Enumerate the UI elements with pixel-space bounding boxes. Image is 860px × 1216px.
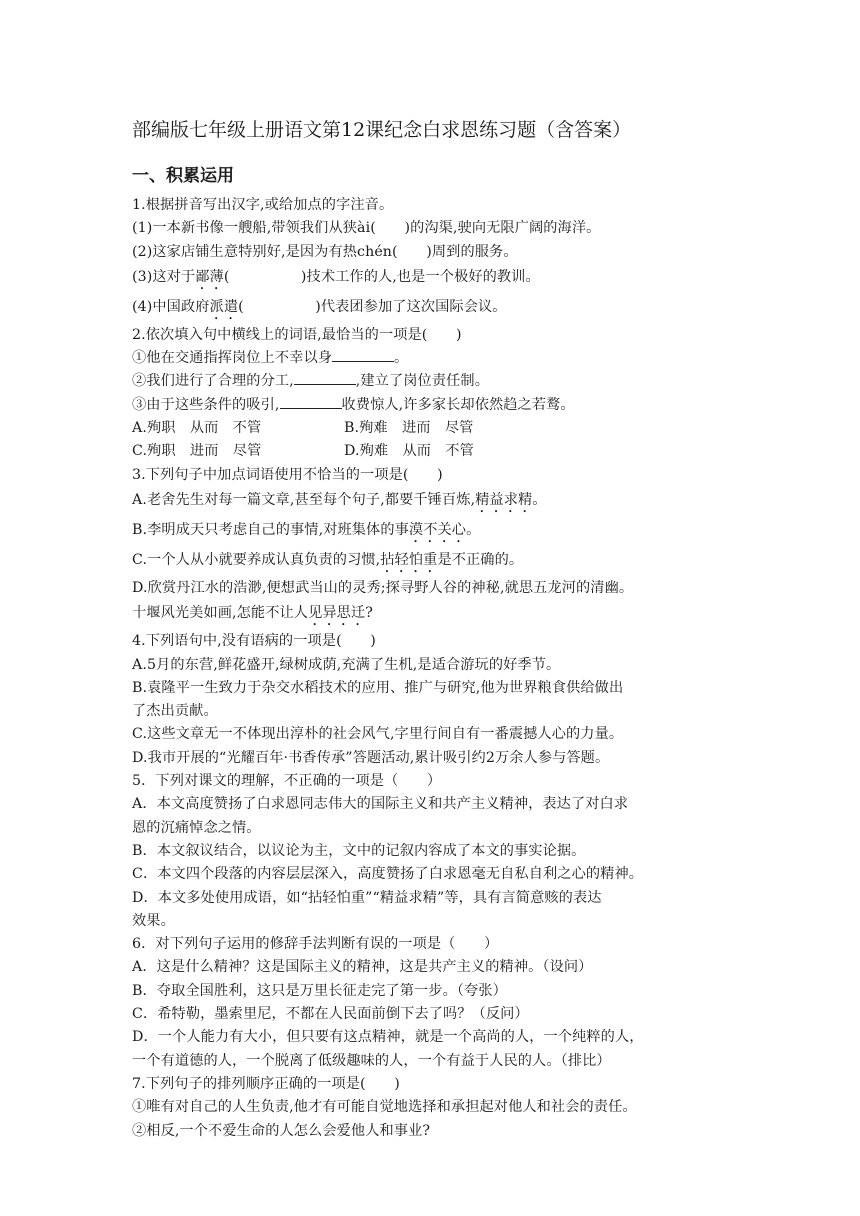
q1-item-3-dotted-word: 鄙薄 [195, 268, 224, 285]
q2-option-d: D.殉难 从而 不管 [344, 443, 474, 460]
q5-option-a-line-1: A．本文高度赞扬了白求恩同志伟大的国际主义和共产主义精神，表达了对白求 [132, 796, 629, 813]
q2-option-b: B.殉难 进而 尽管 [344, 420, 474, 437]
q2-sentence-1 [132, 347, 744, 370]
q3-stem: 3.下列句子中加点词语使用不恰当的一项是( ) [132, 466, 443, 483]
q2-options-row-2 [132, 440, 744, 463]
q1-item-2: (2)这家店铺生意特别好,是因为有热chén( )周到的服务。 [132, 243, 518, 260]
q4-option-b-line-2: 了杰出贡献。 [132, 703, 218, 720]
q3-d-dotted-word: 见异思迁 [308, 605, 366, 622]
q2-option-a: A.殉职 从而 不管 [132, 420, 262, 437]
q6-stem: 6．对下列句子运用的修辞手法判断有误的一项是（ ） [132, 936, 499, 953]
q3-c-dotted-word: 拈轻怕重 [380, 551, 438, 568]
q7-stem: 7.下列句子的排列顺序正确的一项是( ) [132, 1075, 400, 1092]
q1-stem: 1.根据拼音写出汉字,或给加点的字注音。 [132, 197, 394, 213]
q2-s3-pre: ③由于这些条件的吸引, [132, 396, 280, 413]
q4-option-d: D.我市开展的“光耀百年·书香传承”答题活动,累计吸引约2万余人参与答题。 [132, 749, 610, 766]
q2-s2-pre: ②我们进行了合理的分工, [132, 373, 294, 390]
q5-option-c: C．本文四个段落的内容层层深入，高度赞扬了白求恩毫无自私自利之心的精神。 [132, 866, 644, 883]
q1-item-3 [132, 264, 744, 294]
document-title: 部编版七年级上册语文第12课纪念白求恩练习题（含答案） [132, 119, 632, 141]
q1-item-4 [132, 294, 744, 324]
q3-b-dotted-word: 漠不关心 [408, 521, 467, 538]
q4-option-c: C.这些文章无一不体现出淳朴的社会风气,字里行间自有一番震撼人心的力量。 [132, 726, 624, 743]
q3-b-pre: B.李明成天只考虑自己的事情,对班集体的事 [132, 521, 409, 538]
q6-option-d-line-2: 一个有道德的人，一个脱离了低级趣味的人，一个有益于人民的人。（排比） [132, 1052, 611, 1069]
q3-option-d-line-2 [132, 600, 744, 630]
q6-option-a: A．这是什么精神？这是国际主义的精神，这是共产主义的精神。（设问） [132, 959, 593, 976]
q3-option-d-line-1: D.欣赏丹江水的浩渺,便想武当山的灵秀;探寻野人谷的神秘,就思五龙河的清幽。 [132, 579, 634, 596]
q3-d-post: ? [365, 605, 373, 622]
question-list [132, 194, 744, 1143]
q2-sentence-2 [132, 370, 744, 393]
fill-blank [332, 347, 394, 362]
q3-option-b [132, 517, 744, 547]
q3-d-pre: 十堰风光美如画,怎能不让人 [132, 605, 309, 622]
fill-blank [294, 370, 356, 385]
q5-option-d-line-2: 效果。 [132, 912, 175, 929]
q1-item-3-pre: (3)这对于 [132, 268, 196, 285]
q4-option-b-line-1: B.袁隆平一生致力于杂交水稻技术的应用、推广与研究,他为世界粮食供给做出 [132, 679, 624, 696]
q2-s2-post: ,建立了岗位责任制。 [355, 373, 489, 390]
q1-item-1: (1)一本新书像一艘船,带领我们从狭ài( )的沟渠,驶向无限广阔的海洋。 [132, 220, 601, 237]
q3-a-dotted-word: 精益求精 [475, 491, 533, 508]
section-heading: 一、积累运用 [132, 166, 234, 186]
q5-option-b: B．本文叙议结合，以议论为主，文中的记叙内容成了本文的事实论据。 [132, 842, 586, 859]
q3-c-pre: C.一个人从小就要养成认真负责的习惯, [132, 551, 381, 568]
q7-sentence-2: ②相反,一个不爱生命的人怎么会爱他人和事业? [132, 1122, 431, 1139]
q2-s3-post: 收费惊人,许多家长却依然趋之若鹜。 [341, 396, 575, 413]
q1-item-4-post: ( )代表团参加了这次国际会议。 [238, 298, 507, 315]
q5-option-a-line-2: 恩的沉痛悼念之情。 [132, 819, 261, 836]
q2-option-c: C.殉职 进而 尽管 [132, 443, 262, 460]
q4-option-a: A.5月的东营,鲜花盛开,绿树成荫,充满了生机,是适合游玩的好季节。 [132, 656, 561, 673]
q1-item-4-dotted-word: 派遣 [209, 298, 239, 315]
q3-b-post: 。 [466, 521, 481, 538]
q6-option-b: B．夺取全国胜利，这只是万里长征走完了第一步。（夸张） [132, 982, 507, 999]
q3-option-a [132, 487, 744, 517]
q5-option-d-line-1: D．本文多处使用成语，如“拈轻怕重”“精益求精”等，具有言简意赅的表达 [132, 889, 602, 906]
q3-a-post: 。 [532, 491, 547, 508]
q6-option-d-line-1: D．一个人能力有大小，但只要有这点精神，就是一个高尚的人，一个纯粹的人， [132, 1029, 644, 1046]
fill-blank [280, 394, 342, 409]
q1-item-4-pre: (4)中国政府 [132, 298, 210, 315]
q3-option-c [132, 547, 744, 577]
q2-sentence-3 [132, 394, 744, 417]
q1-item-3-post: ( )技术工作的人,也是一个极好的教训。 [223, 268, 540, 285]
q2-s1-post: 。 [394, 350, 409, 367]
q2-options-row-1 [132, 417, 744, 440]
q3-a-pre: A.老舍先生对每一篇文章,甚至每个句子,都要千锤百炼, [132, 491, 476, 508]
q3-c-post: 是不正确的。 [437, 551, 524, 568]
q5-stem: 5．下列对课文的理解，不正确的一项是（ ） [132, 773, 442, 790]
q2-s1-pre: ①他在交通指挥岗位上不幸以身 [132, 350, 333, 367]
q2-stem: 2.依次填入句中横线上的词语,最恰当的一项是( ) [132, 326, 462, 343]
q4-stem: 4.下列语句中,没有语病的一项是( ) [132, 633, 376, 650]
q6-option-c: C．希特勒，墨索里尼，不都在人民面前倒下去了吗？（反问） [132, 1006, 529, 1023]
q7-sentence-1: ①唯有对自己的人生负责,他才有可能自觉地选择和承担起对他人和社会的责任。 [132, 1099, 637, 1116]
